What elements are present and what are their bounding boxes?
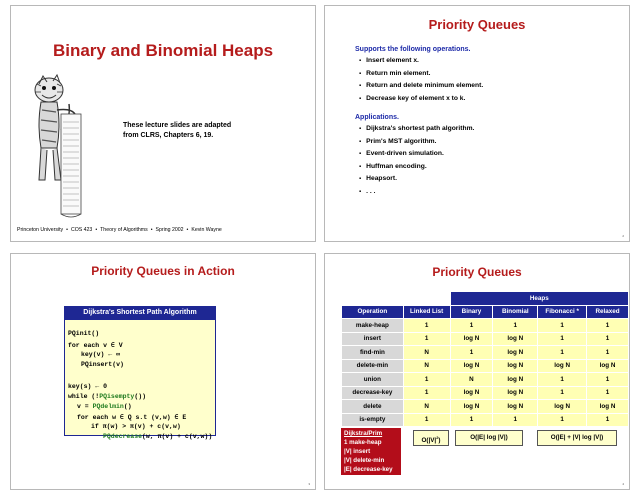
page-number: 4 bbox=[622, 482, 624, 486]
operation-cell: find-min bbox=[342, 346, 403, 359]
code-line-for-each-w: for each w ∈ Q s.t (v,w) ∈ E bbox=[77, 414, 187, 421]
column-header: Binomial bbox=[493, 306, 537, 319]
complexity-cell: log N bbox=[493, 373, 537, 386]
column-header: Binary bbox=[451, 306, 493, 319]
tiger-mascot-illustration bbox=[27, 70, 89, 220]
complexity-cell: log N bbox=[451, 387, 493, 400]
complexity-cell: 1 bbox=[404, 387, 450, 400]
footer-course: COS 423 bbox=[70, 227, 93, 233]
code-token: ()) bbox=[134, 393, 147, 400]
slide-1-title: Binary and Binomial Heaps bbox=[52, 41, 274, 60]
dijkstra-prim-line: 1 make-heap bbox=[344, 439, 382, 446]
complexity-cell: N bbox=[451, 373, 493, 386]
complexity-cell: log N bbox=[493, 346, 537, 359]
dijkstra-prim-line: |E| decrease-key bbox=[344, 466, 393, 473]
complexity-cell: log N bbox=[538, 360, 586, 373]
complexity-table bbox=[341, 291, 629, 427]
complexity-cell: log N bbox=[451, 360, 493, 373]
complexity-cell: log N bbox=[451, 400, 493, 413]
code-line-while bbox=[68, 393, 146, 400]
operation-cell: is-empty bbox=[342, 414, 403, 427]
footer-university: Princeton University bbox=[17, 227, 64, 233]
operation-cell: decrease-key bbox=[342, 387, 403, 400]
complexity-cell: 1 bbox=[404, 414, 450, 427]
complexity-cell: 1 bbox=[538, 387, 586, 400]
complexity-cell: 1 bbox=[587, 346, 628, 359]
slide-4 bbox=[324, 253, 630, 490]
footer-course-name: Theory of Algorithms bbox=[100, 227, 148, 233]
table-header-row bbox=[342, 306, 628, 319]
list-item: ▪ Decrease key of element x to k. bbox=[359, 93, 483, 106]
complexity-cell: 1 bbox=[451, 346, 493, 359]
footer-term: Spring 2002 bbox=[155, 227, 184, 233]
code-token-pqisempty: PQisempty bbox=[99, 393, 135, 400]
code-line-delmin bbox=[77, 403, 132, 410]
complexity-cell: N bbox=[404, 360, 450, 373]
code-line-for-each-v: for each v ∈ V bbox=[68, 342, 123, 349]
fibonacci-complexity: O(|E| + |V| log |V|) bbox=[537, 430, 617, 446]
operation-cell: delete-min bbox=[342, 360, 403, 373]
footer-author: Kevin Wayne bbox=[191, 227, 222, 233]
slide-2-title: Priority Queues bbox=[428, 17, 526, 32]
code-token: () bbox=[123, 403, 132, 410]
operation-cell: insert bbox=[342, 333, 403, 346]
table-body bbox=[342, 319, 628, 426]
operation-cell: union bbox=[342, 373, 403, 386]
slide-3 bbox=[10, 253, 316, 490]
table-row bbox=[342, 360, 628, 373]
complexity-cell: log N bbox=[493, 400, 537, 413]
table-row bbox=[342, 414, 628, 427]
complexity-cell: 1 bbox=[538, 346, 586, 359]
column-header: Operation bbox=[342, 306, 403, 319]
complexity-exponent: 2 bbox=[436, 435, 439, 440]
complexity-cell: log N bbox=[451, 333, 493, 346]
slide-3-title: Priority Queues in Action bbox=[91, 264, 235, 278]
page-number: 2 bbox=[622, 234, 624, 238]
attribution-line-1: These lecture slides are adapted bbox=[123, 122, 232, 129]
attribution-text bbox=[123, 121, 231, 141]
table-row bbox=[342, 400, 628, 413]
complexity-cell: 1 bbox=[404, 319, 450, 332]
complexity-cell: 1 bbox=[587, 373, 628, 386]
table-row bbox=[342, 373, 628, 386]
column-header: Relaxed bbox=[587, 306, 628, 319]
operations-list bbox=[359, 55, 483, 105]
complexity-cell: 1 bbox=[451, 319, 493, 332]
list-item: ▪ Prim's MST algorithm. bbox=[359, 136, 474, 149]
slide-4-title: Priority Queues bbox=[432, 265, 522, 279]
applications-list bbox=[359, 123, 474, 198]
dijkstra-prim-heading: Dijkstra/Prim bbox=[344, 430, 383, 437]
operations-heading: Supports the following operations. bbox=[355, 46, 471, 53]
complexity-cell: 1 bbox=[404, 333, 450, 346]
column-header: Fibonacci * bbox=[538, 306, 586, 319]
table-header-group-row bbox=[342, 292, 628, 305]
complexity-cell: log N bbox=[493, 333, 537, 346]
binary-complexity: O(|E| log |V|) bbox=[455, 430, 523, 446]
table-row bbox=[342, 387, 628, 400]
code-token: while (! bbox=[68, 393, 100, 400]
complexity-cell: 1 bbox=[587, 333, 628, 346]
page-number: 3 bbox=[308, 482, 310, 486]
complexity-cell: log N bbox=[587, 400, 628, 413]
list-item: ▪ Heapsort. bbox=[359, 173, 474, 186]
table-row bbox=[342, 319, 628, 332]
code-line-key-s: key(s) ← 0 bbox=[68, 383, 108, 390]
code-token: (w, π(v) + c(v,w)) bbox=[142, 433, 213, 440]
complexity-cell: 1 bbox=[587, 387, 628, 400]
applications-heading: Applications. bbox=[355, 114, 399, 121]
table-row bbox=[342, 346, 628, 359]
complexity-cell: 1 bbox=[493, 319, 537, 332]
code-token: v = bbox=[77, 403, 93, 410]
dijkstra-prim-box bbox=[341, 428, 401, 475]
code-line-if: if π(w) > π(v) + c(v,w) bbox=[91, 423, 181, 430]
complexity-cell: log N bbox=[587, 360, 628, 373]
attribution-line-2: from CLRS, Chapters 6, 19. bbox=[123, 132, 214, 139]
complexity-cell: 1 bbox=[587, 414, 628, 427]
list-item: ▪ Huffman encoding. bbox=[359, 161, 474, 174]
complexity-cell: 1 bbox=[538, 414, 586, 427]
algorithm-title: Dijkstra's Shortest Path Algorithm bbox=[64, 306, 216, 319]
complexity-cell: 1 bbox=[538, 319, 586, 332]
dijkstra-prim-line: |V| insert bbox=[344, 448, 371, 455]
dijkstra-prim-line: |V| delete-min bbox=[344, 457, 385, 464]
list-item: ▪ Insert element x. bbox=[359, 55, 483, 68]
complexity-cell: 1 bbox=[451, 414, 493, 427]
slide-2 bbox=[324, 5, 630, 242]
list-item: ▪ Dijkstra's shortest path algorithm. bbox=[359, 123, 474, 136]
complexity-cell: 1 bbox=[538, 333, 586, 346]
heaps-group-header: Heaps bbox=[451, 292, 628, 305]
table-row bbox=[342, 333, 628, 346]
list-item: ▪ . . . bbox=[359, 186, 474, 199]
complexity-cell: log N bbox=[493, 360, 537, 373]
complexity-cell: 1 bbox=[538, 373, 586, 386]
list-item: ▪ Event-driven simulation. bbox=[359, 148, 474, 161]
complexity-text: O(|V| bbox=[421, 437, 437, 445]
operation-cell: make-heap bbox=[342, 319, 403, 332]
slide-1-footer: Princeton University • COS 423 • Theory of Algorithms • Spring 2002 • Kevin Wayne bbox=[17, 227, 222, 233]
operation-cell: delete bbox=[342, 400, 403, 413]
complexity-cell: N bbox=[404, 400, 450, 413]
code-line-pqinsert: PQinsert(v) bbox=[81, 361, 124, 368]
code-token-pqdecrease: PQdecrease bbox=[103, 433, 143, 440]
complexity-cell: log N bbox=[538, 400, 586, 413]
code-line-pqdecrease bbox=[103, 433, 212, 440]
slide-1 bbox=[10, 5, 316, 242]
complexity-text: ) bbox=[438, 437, 441, 445]
complexity-cell: 1 bbox=[404, 373, 450, 386]
list-item: ▪ Return and delete minimum element. bbox=[359, 80, 483, 93]
complexity-cell: log N bbox=[493, 387, 537, 400]
algorithm-code-box bbox=[64, 319, 216, 440]
linked-list-complexity bbox=[413, 430, 449, 446]
list-item: ▪ Return min element. bbox=[359, 68, 483, 81]
complexity-cell: 1 bbox=[587, 319, 628, 332]
code-line-pqinit: PQinit() bbox=[68, 330, 100, 337]
code-line-key-infinity: key(v) ← ∞ bbox=[81, 351, 121, 358]
complexity-cell: 1 bbox=[493, 414, 537, 427]
code-token-pqdelmin: PQdelmin bbox=[92, 403, 124, 410]
complexity-cell: N bbox=[404, 346, 450, 359]
column-header: Linked List bbox=[404, 306, 450, 319]
